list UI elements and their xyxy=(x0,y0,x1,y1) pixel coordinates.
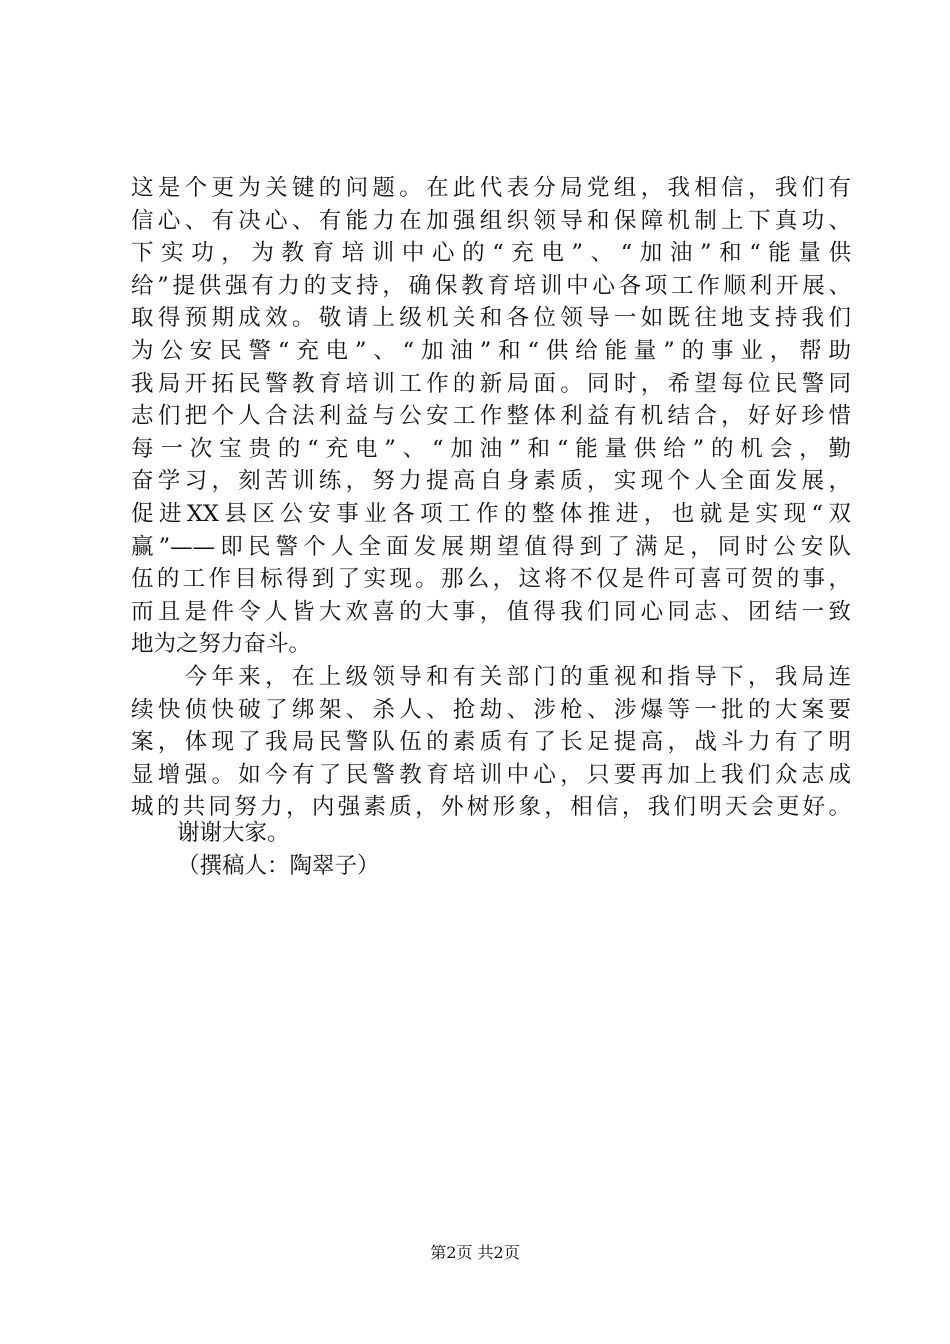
text-line: 取得预期成效。敬请上级机关和各位领导一如既往地支持我们 xyxy=(131,305,851,332)
text-line: 下实功，为教育培训中心的“充电”、“加油”和“能量供 xyxy=(131,240,851,267)
text-line: 信心、有决心、有能力在加强组织领导和保障机制上下真功、 xyxy=(131,207,851,234)
text-line: 显增强。如今有了民警教育培训中心，只要再加上我们众志成 xyxy=(131,761,851,788)
text-line: 案，体现了我局民警队伍的素质有了长足提高，战斗力有了明 xyxy=(131,729,851,756)
text-line: 地为之努力奋斗。 xyxy=(131,631,312,658)
text-line: 而且是件令人皆大欢喜的大事，值得我们同心同志、团结一致 xyxy=(131,598,851,625)
text-line: 志们把个人合法利益与公安工作整体利益有机结合，好好珍惜 xyxy=(131,403,851,430)
text-line: 奋学习，刻苦训练，努力提高自身素质，实现个人全面发展， xyxy=(131,468,851,495)
thanks-line: 谢谢大家。 xyxy=(177,820,290,846)
text-line: 给”提供强有力的支持，确保教育培训中心各项工作顺利开展、 xyxy=(131,272,851,299)
text-line: 城的共同努力，内强素质，外树形象，相信，我们明天会更好。 xyxy=(131,794,851,821)
body-text xyxy=(131,172,851,824)
text-line: 这是个更为关键的问题。在此代表分局党组，我相信，我们有 xyxy=(131,175,851,201)
text-line: 伍的工作目标得到了实现。那么，这将不仅是件可喜可贺的事， xyxy=(131,566,851,593)
author-line: （撰稿人：陶翠子） xyxy=(177,853,380,879)
page-footer: 第2页 共2页 xyxy=(430,1243,520,1262)
text-line: 续快侦快破了绑架、杀人、抢劫、涉枪、涉爆等一批的大案要 xyxy=(131,696,851,723)
text-line: 为公安民警“充电”、“加油”和“供给能量”的事业，帮助 xyxy=(131,337,851,364)
text-line: 我局开拓民警教育培训工作的新局面。同时，希望每位民警同 xyxy=(131,370,851,397)
text-line: 赢”——即民警个人全面发展期望值得到了满足，同时公安队 xyxy=(131,533,851,560)
text-line: 每一次宝贵的“充电”、“加油”和“能量供给”的机会，勤 xyxy=(131,435,851,462)
closing-block xyxy=(177,817,577,883)
text-line: 促进XX县区公安事业各项工作的整体推进，也就是实现“双 xyxy=(131,500,851,527)
text-line: 今年来，在上级领导和有关部门的重视和指导下，我局连 xyxy=(131,663,851,690)
